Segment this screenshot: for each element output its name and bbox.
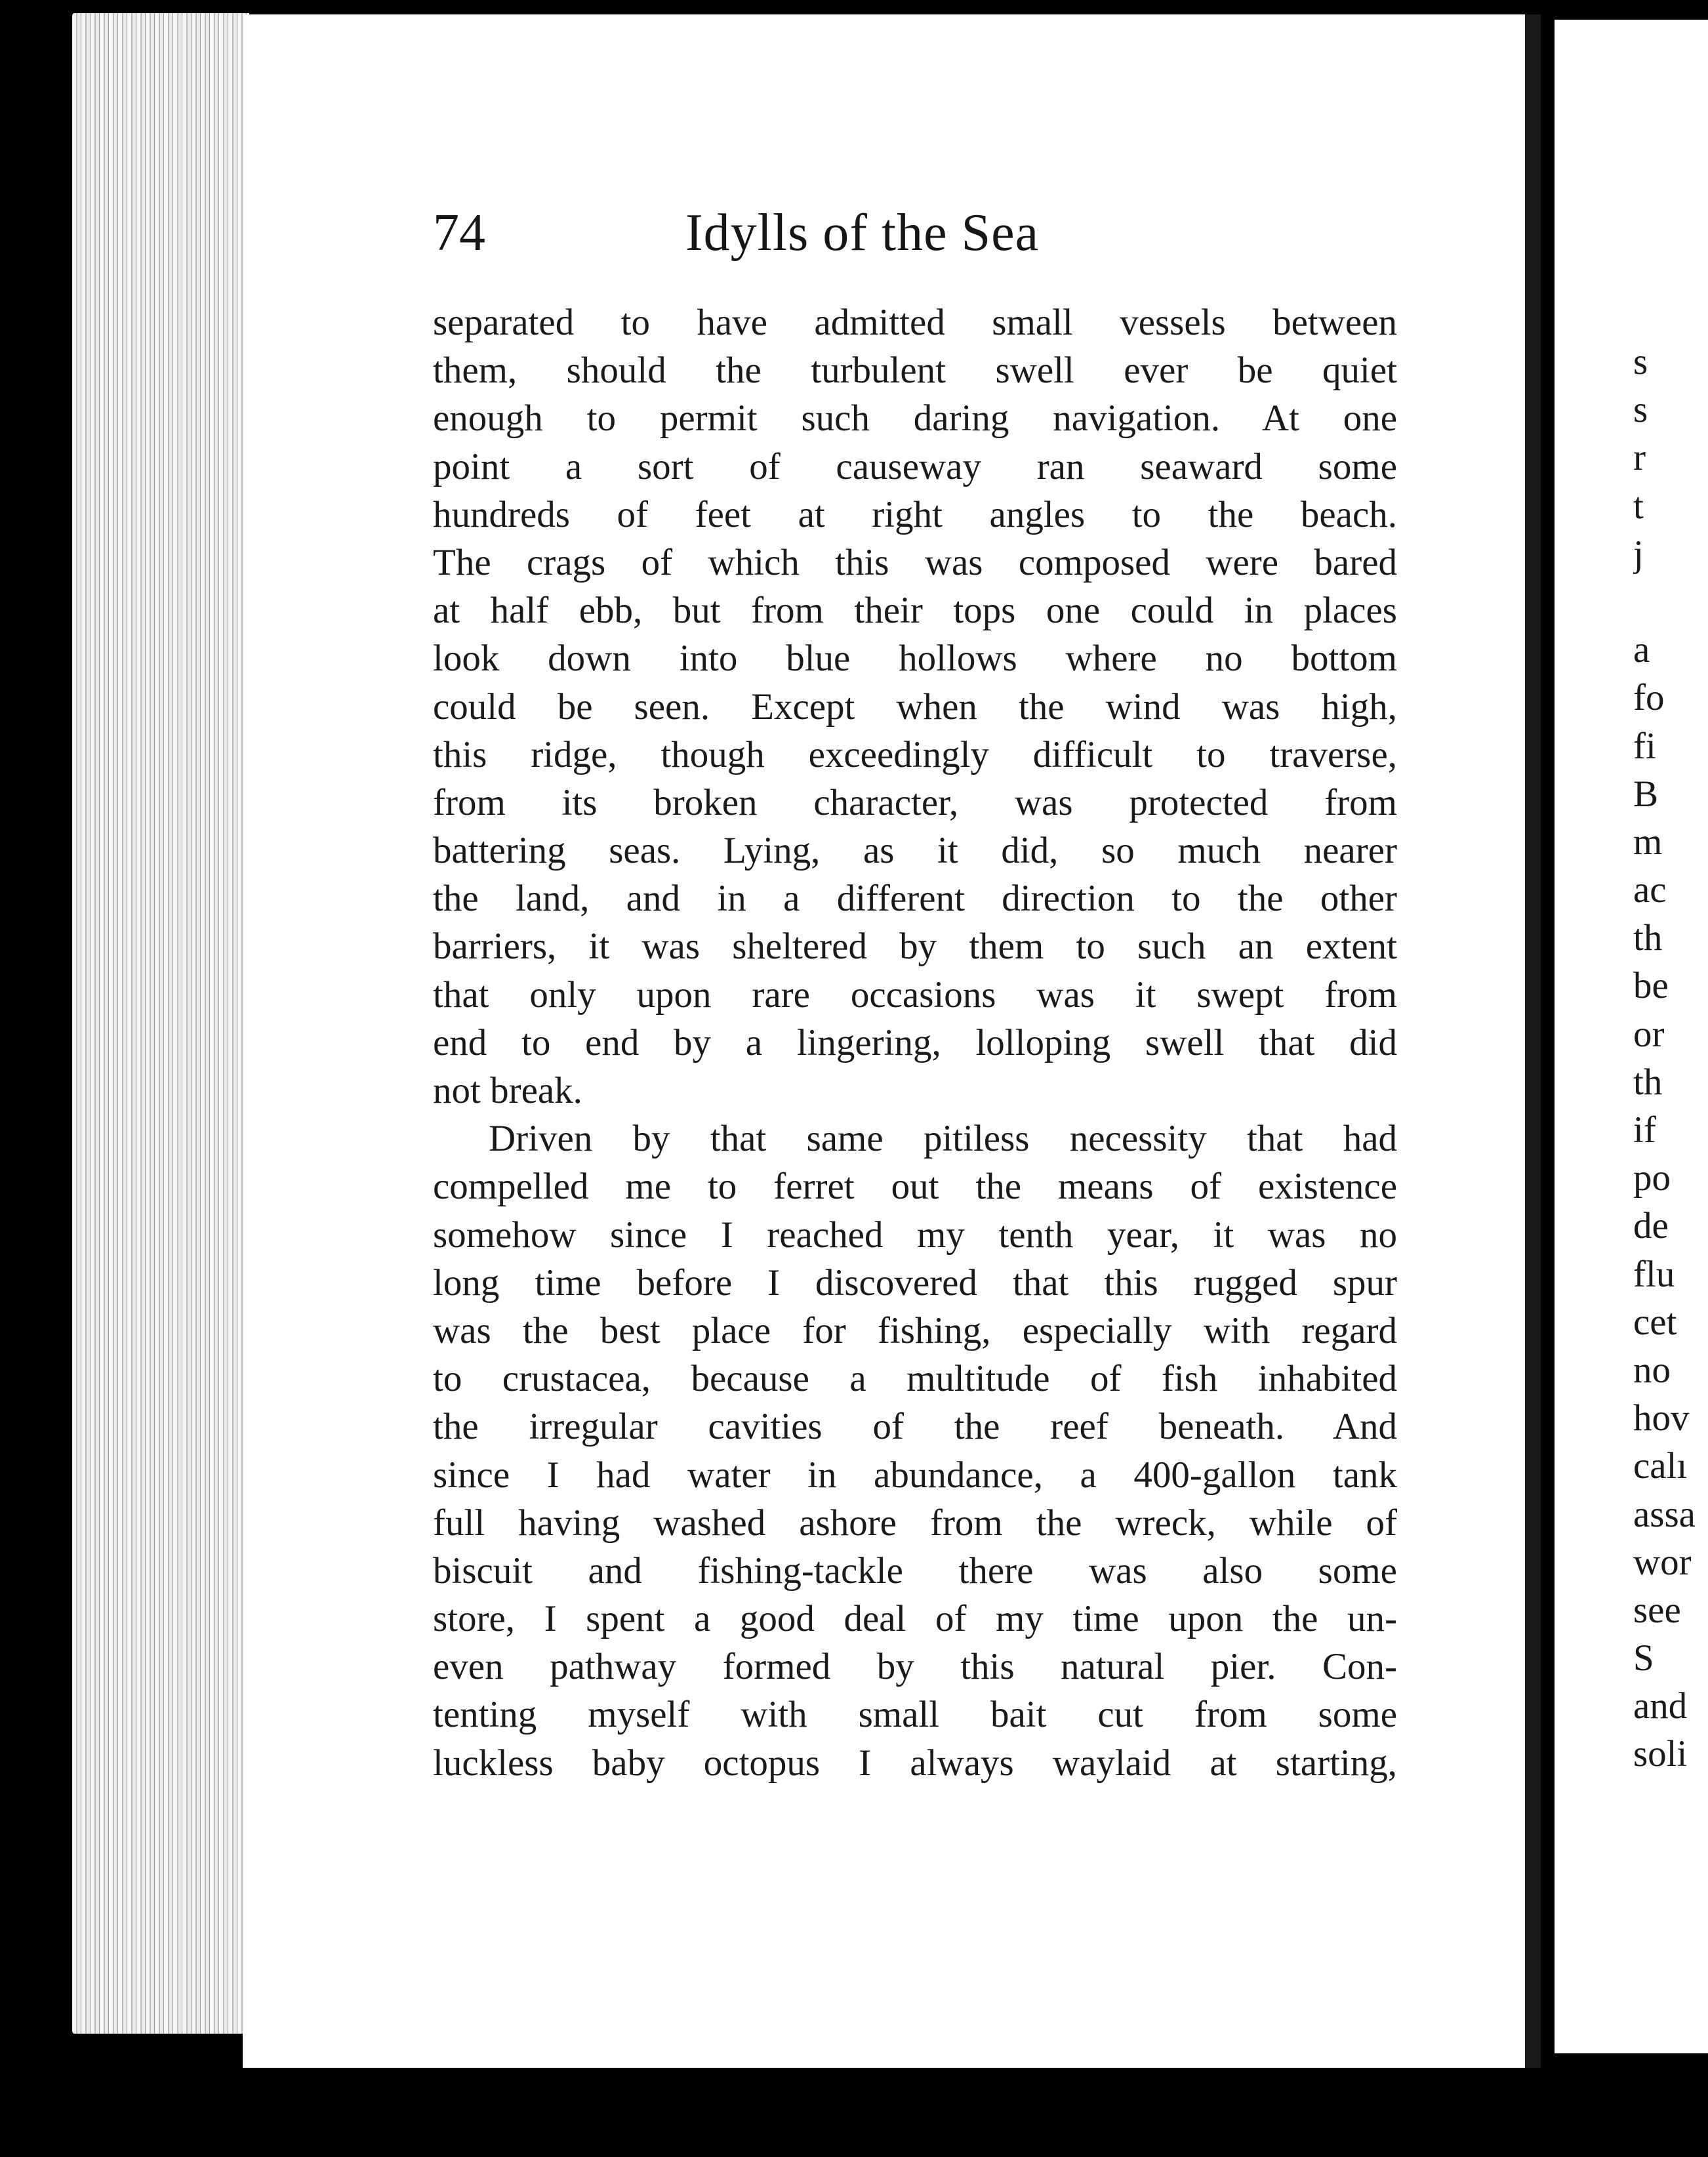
- facing-fragment: t: [1633, 485, 1644, 527]
- facing-fragment: th: [1633, 1061, 1663, 1103]
- text-line: The crags of which this was composed were bared: [433, 541, 1397, 583]
- text-line: look down into blue hollows where no bottom: [433, 638, 1397, 680]
- text-line: hundreds of feet at right angles to the beach.: [433, 493, 1397, 535]
- text-line: at half ebb, but from their tops one could in places: [433, 590, 1397, 632]
- text-line: the land, and in a different direction to the other: [433, 878, 1397, 920]
- facing-fragment: m: [1633, 821, 1663, 863]
- running-head: [433, 197, 1404, 276]
- text-line: full having washed ashore from the wreck, while of: [433, 1502, 1397, 1544]
- text-line: could be seen. Except when the wind was high,: [433, 686, 1397, 728]
- text-line: biscuit and fishing-tackle there was also some: [433, 1550, 1397, 1592]
- text-line: to crustacea, because a multitude of fish inhabited: [433, 1358, 1397, 1400]
- text-line: that only upon rare occasions was it swept from: [433, 974, 1397, 1016]
- text-line: battering seas. Lying, as it did, so much nearer: [433, 830, 1397, 872]
- text-line: them, should the turbulent swell ever be quiet: [433, 350, 1397, 392]
- facing-fragment: be: [1633, 965, 1669, 1007]
- facing-fragment: cet: [1633, 1301, 1677, 1343]
- facing-fragment: see: [1633, 1589, 1681, 1631]
- text-line: point a sort of causeway ran seaward some: [433, 445, 1397, 487]
- facing-fragment: fo: [1633, 677, 1665, 719]
- facing-fragment: s: [1633, 389, 1648, 431]
- text-line: this ridge, though exceedingly difficult to traverse,: [433, 733, 1397, 775]
- text-line: long time before I discovered that this rugged spur: [433, 1262, 1397, 1304]
- text-line: compelled me to ferret out the means of existence: [433, 1166, 1397, 1208]
- facing-fragment: or: [1633, 1013, 1665, 1055]
- facing-fragment: no: [1633, 1349, 1671, 1391]
- facing-fragment: fi: [1633, 725, 1656, 767]
- facing-fragment: s: [1633, 341, 1648, 382]
- text-line: end to end by a lingering, lolloping swell that did: [433, 1021, 1397, 1063]
- facing-fragment: flu: [1633, 1253, 1675, 1295]
- page-edges: [72, 13, 249, 2034]
- body-text: [433, 298, 1397, 1787]
- text-line: somehow since I reached my tenth year, it was no: [433, 1214, 1397, 1256]
- text-line: since I had water in abundance, a 400-gallon tank: [433, 1454, 1397, 1496]
- page-number: 74: [433, 204, 485, 262]
- text-line: tenting myself with small bait cut from some: [433, 1694, 1397, 1736]
- facing-fragment: [1633, 578, 1708, 626]
- facing-fragment: r: [1633, 437, 1646, 479]
- text-line: barriers, it was sheltered by them to such an extent: [433, 926, 1397, 968]
- facing-fragment: wor: [1633, 1541, 1692, 1583]
- text-line: separated to have admitted small vessels between: [433, 302, 1397, 343]
- facing-fragment: de: [1633, 1205, 1669, 1247]
- facing-fragment: j: [1633, 533, 1644, 575]
- text-line: even pathway formed by this natural pier. Con-: [433, 1646, 1397, 1688]
- facing-fragment: po: [1633, 1157, 1671, 1199]
- text-line: the irregular cavities of the reef beneath. And: [433, 1406, 1397, 1448]
- facing-fragment: ac: [1633, 869, 1667, 911]
- text-line-paragraph-start: Driven by that same pitiless necessity that had: [489, 1118, 1397, 1160]
- facing-fragment: soli: [1633, 1733, 1688, 1775]
- facing-fragment: th: [1633, 917, 1663, 959]
- text-line: enough to permit such daring navigation. At one: [433, 398, 1397, 440]
- text-line: from its broken character, was protected from: [433, 781, 1397, 823]
- facing-fragment: assa: [1633, 1493, 1696, 1535]
- facing-fragment: S: [1633, 1637, 1654, 1679]
- text-line: luckless baby octopus I always waylaid at starting,: [433, 1742, 1397, 1784]
- running-title: Idylls of the Sea: [685, 204, 1040, 262]
- text-line: store, I spent a good deal of my time upon the un-: [433, 1598, 1397, 1640]
- text-line: was the best place for fishing, especially with regard: [433, 1309, 1397, 1351]
- facing-fragment: and: [1633, 1685, 1688, 1727]
- facing-fragment: calı: [1633, 1445, 1688, 1487]
- facing-fragment: if: [1633, 1109, 1656, 1151]
- facing-fragment: a: [1633, 629, 1650, 671]
- facing-page-text-fragments: [1633, 338, 1708, 1778]
- facing-fragment: hov: [1633, 1397, 1690, 1439]
- facing-fragment: B: [1633, 773, 1659, 815]
- text-line-paragraph-end: not break.: [433, 1070, 582, 1111]
